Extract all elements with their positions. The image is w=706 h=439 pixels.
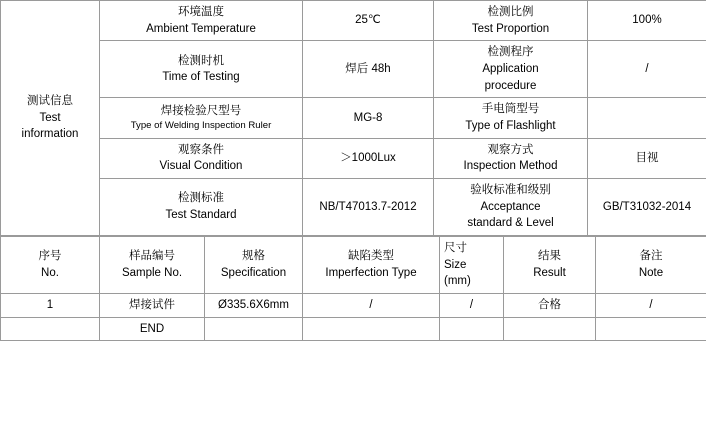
header-no-en: No. bbox=[41, 267, 59, 280]
header-specification-cn: 规格 bbox=[242, 250, 265, 263]
cell-result bbox=[504, 317, 596, 341]
header-sample-no-cn: 样品编号 bbox=[129, 250, 175, 263]
field-visual-condition-cn: 观察条件 bbox=[178, 143, 224, 156]
header-size bbox=[440, 237, 504, 294]
field-test-proportion bbox=[434, 1, 588, 41]
field-visual-condition bbox=[100, 138, 303, 178]
header-note-en: Note bbox=[638, 267, 664, 280]
field-type-of-flashlight bbox=[434, 98, 588, 138]
test-information-label-en2: information bbox=[21, 128, 79, 141]
field-time-of-testing-en: Time of Testing bbox=[162, 71, 240, 84]
header-result-en: Result bbox=[533, 267, 566, 280]
header-size-cn: 尺寸 bbox=[444, 242, 467, 255]
header-imperfection-type bbox=[303, 237, 440, 294]
cell-sample-no: 焊接试件 bbox=[100, 294, 205, 318]
header-size-unit: (mm) bbox=[444, 275, 471, 288]
field-ambient-temperature-en: Ambient Temperature bbox=[146, 22, 256, 35]
field-welding-inspection-ruler-en: Type of Welding Inspection Ruler bbox=[130, 120, 272, 132]
value-welding-inspection-ruler: MG-8 bbox=[303, 98, 434, 138]
value-application-procedure: / bbox=[588, 41, 706, 98]
value-inspection-method: 目视 bbox=[588, 138, 706, 178]
value-test-proportion: 100% bbox=[588, 1, 706, 41]
table-row bbox=[1, 138, 706, 178]
value-type-of-flashlight bbox=[588, 98, 706, 138]
field-time-of-testing bbox=[100, 41, 303, 98]
field-type-of-flashlight-en: Type of Flashlight bbox=[465, 120, 556, 133]
field-inspection-method-cn: 观察方式 bbox=[487, 143, 534, 156]
header-no bbox=[1, 237, 100, 294]
value-acceptance-standard: GB/T31032-2014 bbox=[588, 179, 706, 236]
test-information-label bbox=[1, 1, 100, 236]
cell-result: 合格 bbox=[504, 294, 596, 318]
field-welding-inspection-ruler-cn: 焊接检验尺型号 bbox=[160, 104, 242, 117]
header-imperfection-type-en: Imperfection Type bbox=[325, 267, 417, 280]
field-test-proportion-en: Test Proportion bbox=[471, 22, 550, 35]
cell-specification bbox=[205, 317, 303, 341]
table-row bbox=[1, 179, 706, 236]
header-result bbox=[504, 237, 596, 294]
field-acceptance-standard-en2: standard & Level bbox=[467, 217, 554, 230]
value-test-standard: NB/T47013.7-2012 bbox=[303, 179, 434, 236]
value-time-of-testing: 焊后 48h bbox=[303, 41, 434, 98]
header-result-cn: 结果 bbox=[538, 250, 561, 263]
cell-note: / bbox=[596, 294, 706, 318]
table-row bbox=[1, 41, 706, 98]
field-acceptance-standard bbox=[434, 179, 588, 236]
header-sample-no bbox=[100, 237, 205, 294]
header-note bbox=[596, 237, 706, 294]
field-inspection-method bbox=[434, 138, 588, 178]
field-inspection-method-en: Inspection Method bbox=[463, 160, 558, 173]
field-ambient-temperature bbox=[100, 1, 303, 41]
field-acceptance-standard-cn: 验收标准和级别 bbox=[470, 184, 551, 197]
header-no-cn: 序号 bbox=[38, 250, 62, 263]
field-type-of-flashlight-cn: 手电筒型号 bbox=[481, 103, 540, 116]
field-test-standard-en: Test Standard bbox=[165, 209, 237, 222]
field-test-standard-cn: 检测标准 bbox=[178, 192, 224, 205]
cell-imperfection-type: / bbox=[303, 294, 440, 318]
cell-no bbox=[1, 317, 100, 341]
cell-size bbox=[440, 317, 504, 341]
field-test-standard bbox=[100, 179, 303, 236]
header-specification-en: Specification bbox=[220, 267, 287, 280]
header-imperfection-type-cn: 缺陷类型 bbox=[348, 250, 394, 263]
table-row bbox=[1, 317, 706, 341]
header-specification bbox=[205, 237, 303, 294]
results-header-row bbox=[1, 237, 706, 294]
cell-sample-no: END bbox=[100, 317, 205, 341]
header-sample-no-en: Sample No. bbox=[121, 267, 183, 280]
cell-no: 1 bbox=[1, 294, 100, 318]
cell-specification: Ø335.6X6mm bbox=[205, 294, 303, 318]
field-application-procedure-en1: Application bbox=[482, 63, 539, 76]
field-application-procedure-en2: procedure bbox=[484, 79, 537, 92]
cell-imperfection-type bbox=[303, 317, 440, 341]
test-information-label-en1: Test bbox=[39, 111, 61, 124]
value-visual-condition: ＞1000Lux bbox=[303, 138, 434, 178]
cell-note bbox=[596, 317, 706, 341]
table-row bbox=[1, 1, 706, 41]
field-application-procedure-cn: 检测程序 bbox=[487, 46, 534, 59]
field-application-procedure bbox=[434, 41, 588, 98]
cell-size: / bbox=[440, 294, 504, 318]
field-welding-inspection-ruler bbox=[100, 98, 303, 138]
table-row bbox=[1, 294, 706, 318]
header-size-en: Size bbox=[444, 258, 467, 271]
field-time-of-testing-cn: 检测时机 bbox=[178, 54, 224, 67]
test-information-label-cn: 测试信息 bbox=[27, 95, 73, 108]
results-table bbox=[0, 236, 706, 341]
table-row bbox=[1, 98, 706, 138]
field-visual-condition-en: Visual Condition bbox=[159, 160, 243, 173]
field-acceptance-standard-en1: Acceptance bbox=[480, 200, 541, 213]
header-note-cn: 备注 bbox=[639, 250, 663, 263]
field-ambient-temperature-cn: 环境温度 bbox=[178, 6, 224, 18]
field-test-proportion-cn: 检测比例 bbox=[487, 6, 534, 18]
value-ambient-temperature: 25℃ bbox=[303, 1, 434, 41]
